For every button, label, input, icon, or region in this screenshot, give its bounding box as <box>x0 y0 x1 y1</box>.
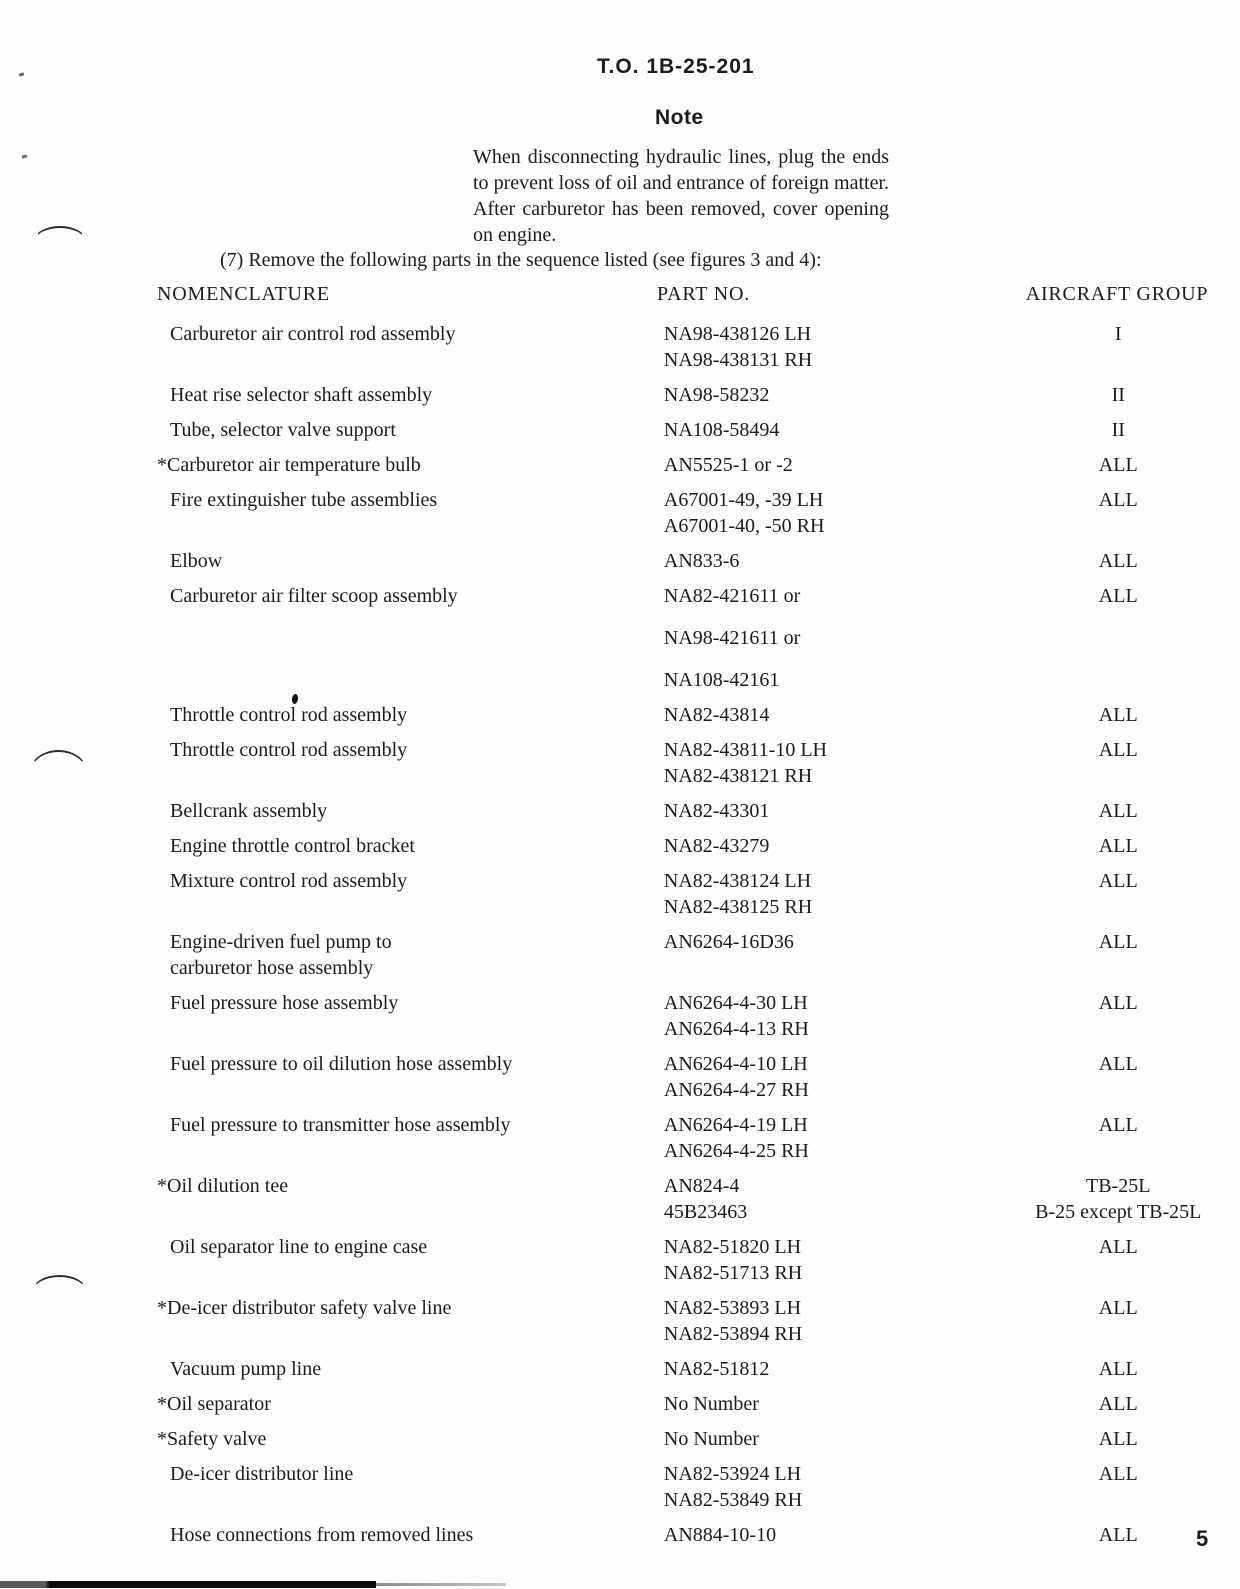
aircraft-group-cell <box>1019 1051 1217 1103</box>
aircraft-group-cell-line: ALL <box>1098 550 1138 572</box>
part-no-cell <box>664 417 1020 443</box>
aircraft-group-cell <box>1019 702 1217 728</box>
page-number: 5 <box>1196 1526 1209 1551</box>
note-paragraph: When disconnecting hydraulic lines, plug the ends to prevent loss of oil and entrance of foreign matter. After carburetor has been removed, cover opening on engine. <box>473 146 889 246</box>
nomenclature-cell-line: Fire extinguisher tube assemblies <box>170 489 438 511</box>
table-row <box>157 452 1217 478</box>
nomenclature-cell <box>157 487 664 539</box>
aircraft-group-cell-line: ALL <box>1098 585 1138 607</box>
part-no-cell-line: NA108-58494 <box>663 419 780 441</box>
nomenclature-cell <box>157 382 664 408</box>
part-no-cell <box>664 1426 1020 1452</box>
table-row <box>157 1522 1217 1548</box>
column-header-part-no: PART NO. <box>657 283 751 305</box>
nomenclature-cell <box>157 868 664 920</box>
aircraft-group-cell-line: ALL <box>1098 1236 1138 1258</box>
aircraft-group-cell <box>1019 1234 1217 1286</box>
aircraft-group-cell-line: ALL <box>1098 1428 1138 1450</box>
nomenclature-cell <box>157 583 664 693</box>
part-no-cell <box>664 868 1020 920</box>
table-row <box>157 798 1217 824</box>
part-no-cell <box>664 1051 1020 1103</box>
aircraft-group-cell <box>1019 737 1217 789</box>
table-row <box>157 321 1217 373</box>
part-no-cell <box>664 548 1020 574</box>
nomenclature-cell <box>157 1295 664 1347</box>
table-row <box>157 1356 1217 1382</box>
nomenclature-cell-line: Engine-driven fuel pump to <box>170 931 392 953</box>
part-no-cell <box>664 1391 1020 1417</box>
nomenclature-cell <box>157 798 664 824</box>
nomenclature-cell-line: Throttle control rod assembly <box>170 739 408 761</box>
part-no-cell <box>664 452 1020 478</box>
nomenclature-cell <box>157 1356 664 1382</box>
aircraft-group-cell-line: II <box>1111 384 1125 406</box>
table-row <box>157 417 1217 443</box>
part-no-cell <box>664 1522 1020 1548</box>
part-no-cell-line: NA82-43301 <box>663 800 770 822</box>
part-no-cell-line: NA82-43811-10 LH <box>663 739 827 761</box>
part-no-cell-line: NA98-58232 <box>663 384 770 406</box>
aircraft-group-cell-line: ALL <box>1098 1524 1138 1546</box>
nomenclature-cell-line: *Oil separator <box>157 1393 271 1415</box>
aircraft-group-cell <box>1019 929 1217 981</box>
aircraft-group-cell-line: ALL <box>1098 1297 1138 1319</box>
part-no-cell-line: NA82-53893 LH <box>663 1297 802 1319</box>
nomenclature-cell-line: Heat rise selector shaft assembly <box>170 384 433 406</box>
scan-edge-bar-faint <box>376 1583 506 1586</box>
part-no-cell-line: AN6264-4-10 LH <box>663 1053 808 1075</box>
part-no-cell <box>664 1112 1020 1164</box>
aircraft-group-cell <box>1019 583 1217 693</box>
nomenclature-cell <box>157 1051 664 1103</box>
part-no-cell <box>664 1295 1020 1347</box>
part-no-cell-line: NA82-438124 LH <box>663 870 812 892</box>
part-no-cell <box>664 1356 1020 1382</box>
parts-table <box>157 283 1217 1557</box>
part-no-cell-line: AN6264-4-19 LH <box>663 1114 808 1136</box>
part-no-cell <box>664 798 1020 824</box>
aircraft-group-cell <box>1019 1112 1217 1164</box>
nomenclature-cell-line: Engine throttle control bracket <box>170 835 415 857</box>
nomenclature-cell <box>157 452 664 478</box>
part-no-cell-line: AN6264-16D36 <box>663 931 794 953</box>
scan-speck <box>19 72 25 77</box>
part-no-cell <box>664 487 1020 539</box>
nomenclature-cell <box>157 417 664 443</box>
part-no-cell <box>664 1461 1020 1513</box>
aircraft-group-cell-line: II <box>1111 419 1125 441</box>
part-no-cell-line: NA82-438125 RH <box>663 896 813 918</box>
nomenclature-cell-line: *Oil dilution tee <box>157 1175 289 1197</box>
scan-arc-mark-middle <box>29 750 88 774</box>
part-no-cell-line: AN5525-1 or -2 <box>663 454 793 476</box>
nomenclature-cell <box>157 1234 664 1286</box>
part-no-cell <box>664 1234 1020 1286</box>
nomenclature-cell-line: De-icer distributor line <box>170 1463 354 1485</box>
nomenclature-cell <box>157 1112 664 1164</box>
part-no-cell <box>664 929 1020 981</box>
part-no-cell <box>664 833 1020 859</box>
aircraft-group-cell-line: ALL <box>1098 489 1138 511</box>
part-no-cell <box>664 583 1020 693</box>
nomenclature-cell <box>157 702 664 728</box>
aircraft-group-cell <box>1019 487 1217 539</box>
aircraft-group-cell <box>1019 382 1217 408</box>
aircraft-group-cell <box>1019 798 1217 824</box>
nomenclature-cell <box>157 1461 664 1513</box>
aircraft-group-cell-line: ALL <box>1098 1114 1138 1136</box>
aircraft-group-cell <box>1019 1356 1217 1382</box>
part-no-cell-line: 45B23463 <box>663 1201 748 1223</box>
part-no-cell-line: NA82-51713 RH <box>663 1262 803 1284</box>
aircraft-group-cell <box>1019 321 1217 373</box>
table-row <box>157 1112 1217 1164</box>
nomenclature-cell-line: Fuel pressure hose assembly <box>170 992 399 1014</box>
aircraft-group-cell <box>1019 868 1217 920</box>
aircraft-group-cell <box>1019 990 1217 1042</box>
nomenclature-cell <box>157 929 664 981</box>
nomenclature-cell-line: Oil separator line to engine case <box>170 1236 428 1258</box>
nomenclature-cell <box>157 737 664 789</box>
technical-order-number: T.O. 1B-25-201 <box>597 55 755 78</box>
table-row <box>157 990 1217 1042</box>
part-no-cell <box>664 321 1020 373</box>
aircraft-group-cell-line: ALL <box>1098 454 1138 476</box>
aircraft-group-cell <box>1019 1461 1217 1513</box>
part-no-cell-line: NA82-421611 or <box>663 585 801 607</box>
aircraft-group-cell <box>1019 1173 1217 1225</box>
part-no-cell-line: NA82-53924 LH <box>663 1463 802 1485</box>
aircraft-group-cell <box>1019 548 1217 574</box>
part-no-cell-line: NA82-51820 LH <box>663 1236 802 1258</box>
nomenclature-cell-line: *Carburetor air temperature bulb <box>157 454 421 476</box>
table-row <box>157 868 1217 920</box>
nomenclature-cell-line: Tube, selector valve support <box>170 419 396 441</box>
aircraft-group-cell-line: ALL <box>1098 739 1138 761</box>
part-no-cell-line: NA82-53894 RH <box>663 1323 803 1345</box>
nomenclature-cell <box>157 1391 664 1417</box>
part-no-cell-line: AN833-6 <box>663 550 740 572</box>
nomenclature-cell <box>157 1426 664 1452</box>
aircraft-group-cell-line: ALL <box>1098 870 1138 892</box>
aircraft-group-cell-line: ALL <box>1098 800 1138 822</box>
table-row <box>157 1295 1217 1347</box>
part-no-cell-line: No Number <box>663 1428 759 1450</box>
nomenclature-cell-line: Vacuum pump line <box>170 1358 322 1380</box>
part-no-cell-line: NA98-421611 or <box>663 627 801 649</box>
nomenclature-cell <box>157 548 664 574</box>
nomenclature-cell-line: *De-icer distributor safety valve line <box>157 1297 452 1319</box>
table-header-row <box>157 283 1217 306</box>
nomenclature-cell <box>157 990 664 1042</box>
nomenclature-cell-line: Hose connections from removed lines <box>170 1524 474 1546</box>
nomenclature-cell-line: Mixture control rod assembly <box>170 870 408 892</box>
table-row <box>157 1234 1217 1286</box>
column-header-nomenclature: NOMENCLATURE <box>157 283 330 305</box>
part-no-cell-line: AN6264-4-13 RH <box>663 1018 809 1040</box>
table-row <box>157 702 1217 728</box>
aircraft-group-cell-line: ALL <box>1098 1393 1138 1415</box>
table-row <box>157 382 1217 408</box>
nomenclature-cell-line: Carburetor air control rod assembly <box>170 323 456 345</box>
aircraft-group-cell <box>1019 1295 1217 1347</box>
aircraft-group-cell <box>1019 833 1217 859</box>
nomenclature-cell <box>157 321 664 373</box>
aircraft-group-cell-line: TB-25L <box>1086 1175 1151 1197</box>
part-no-cell <box>664 702 1020 728</box>
part-no-cell-line: NA98-438131 RH <box>663 349 813 371</box>
part-no-cell-line: AN6264-4-30 LH <box>663 992 808 1014</box>
aircraft-group-cell <box>1019 417 1217 443</box>
table-row <box>157 1051 1217 1103</box>
nomenclature-cell-line: Elbow <box>170 550 223 572</box>
part-no-cell-line: NA82-43814 <box>663 704 770 726</box>
aircraft-group-cell <box>1019 452 1217 478</box>
table-row <box>157 583 1217 693</box>
aircraft-group-cell-line: B-25 except TB-25L <box>1035 1201 1202 1223</box>
table-row <box>157 1173 1217 1225</box>
part-no-cell-line: NA82-438121 RH <box>663 765 813 787</box>
step-7-instruction: (7) Remove the following parts in the sequence listed (see figures 3 and 4): <box>220 249 822 271</box>
table-row <box>157 737 1217 789</box>
scan-edge-bar <box>0 1581 376 1588</box>
part-no-cell <box>664 990 1020 1042</box>
table-row <box>157 1426 1217 1452</box>
aircraft-group-cell <box>1019 1391 1217 1417</box>
aircraft-group-cell-line: ALL <box>1098 835 1138 857</box>
scan-speck <box>22 154 28 158</box>
part-no-cell-line: NA108-42161 <box>663 669 780 691</box>
aircraft-group-cell-line: ALL <box>1098 1358 1138 1380</box>
table-row <box>157 833 1217 859</box>
part-no-cell-line: No Number <box>663 1393 759 1415</box>
nomenclature-cell-line: Fuel pressure to oil dilution hose assembly <box>170 1053 513 1075</box>
part-no-cell-line: A67001-49, -39 LH <box>663 489 824 511</box>
part-no-cell-line: NA98-438126 LH <box>663 323 812 345</box>
part-no-cell-line: AN6264-4-25 RH <box>663 1140 809 1162</box>
part-no-cell-line: NA82-51812 <box>663 1358 770 1380</box>
scan-arc-mark-top <box>34 226 86 241</box>
nomenclature-cell-line: Throttle control rod assembly <box>170 704 408 726</box>
part-no-cell <box>664 737 1020 789</box>
aircraft-group-cell-line: ALL <box>1098 931 1138 953</box>
part-no-cell <box>664 1173 1020 1225</box>
nomenclature-cell <box>157 833 664 859</box>
nomenclature-cell-line: Fuel pressure to transmitter hose assembly <box>170 1114 511 1136</box>
nomenclature-cell-line: Carburetor air filter scoop assembly <box>170 585 458 607</box>
part-no-cell-line: NA82-43279 <box>663 835 770 857</box>
nomenclature-cell-line: *Safety valve <box>157 1428 267 1450</box>
table-row <box>157 548 1217 574</box>
part-no-cell-line: AN884-10-10 <box>663 1524 777 1546</box>
column-header-aircraft-group: AIRCRAFT GROUP <box>1025 283 1209 305</box>
aircraft-group-cell <box>1019 1522 1217 1548</box>
nomenclature-cell-line: carburetor hose assembly <box>170 957 374 979</box>
aircraft-group-cell-line: ALL <box>1098 1463 1138 1485</box>
part-no-cell-line: AN824-4 <box>663 1175 740 1197</box>
part-no-cell <box>664 382 1020 408</box>
scan-arc-mark-bottom <box>32 1275 87 1292</box>
parts-table-body <box>157 321 1217 1548</box>
nomenclature-cell-line: Bellcrank assembly <box>170 800 328 822</box>
table-row <box>157 487 1217 539</box>
nomenclature-cell <box>157 1173 664 1225</box>
aircraft-group-cell-line: ALL <box>1098 704 1138 726</box>
aircraft-group-cell-line: ALL <box>1098 1053 1138 1075</box>
table-row <box>157 929 1217 981</box>
note-heading: Note <box>655 106 704 129</box>
table-row <box>157 1391 1217 1417</box>
part-no-cell-line: NA82-53849 RH <box>663 1489 803 1511</box>
aircraft-group-cell-line: I <box>1114 323 1122 345</box>
aircraft-group-cell <box>1019 1426 1217 1452</box>
nomenclature-cell <box>157 1522 664 1548</box>
part-no-cell-line: A67001-40, -50 RH <box>663 515 825 537</box>
part-no-cell-line: AN6264-4-27 RH <box>663 1079 809 1101</box>
aircraft-group-cell-line: ALL <box>1098 992 1138 1014</box>
table-row <box>157 1461 1217 1513</box>
